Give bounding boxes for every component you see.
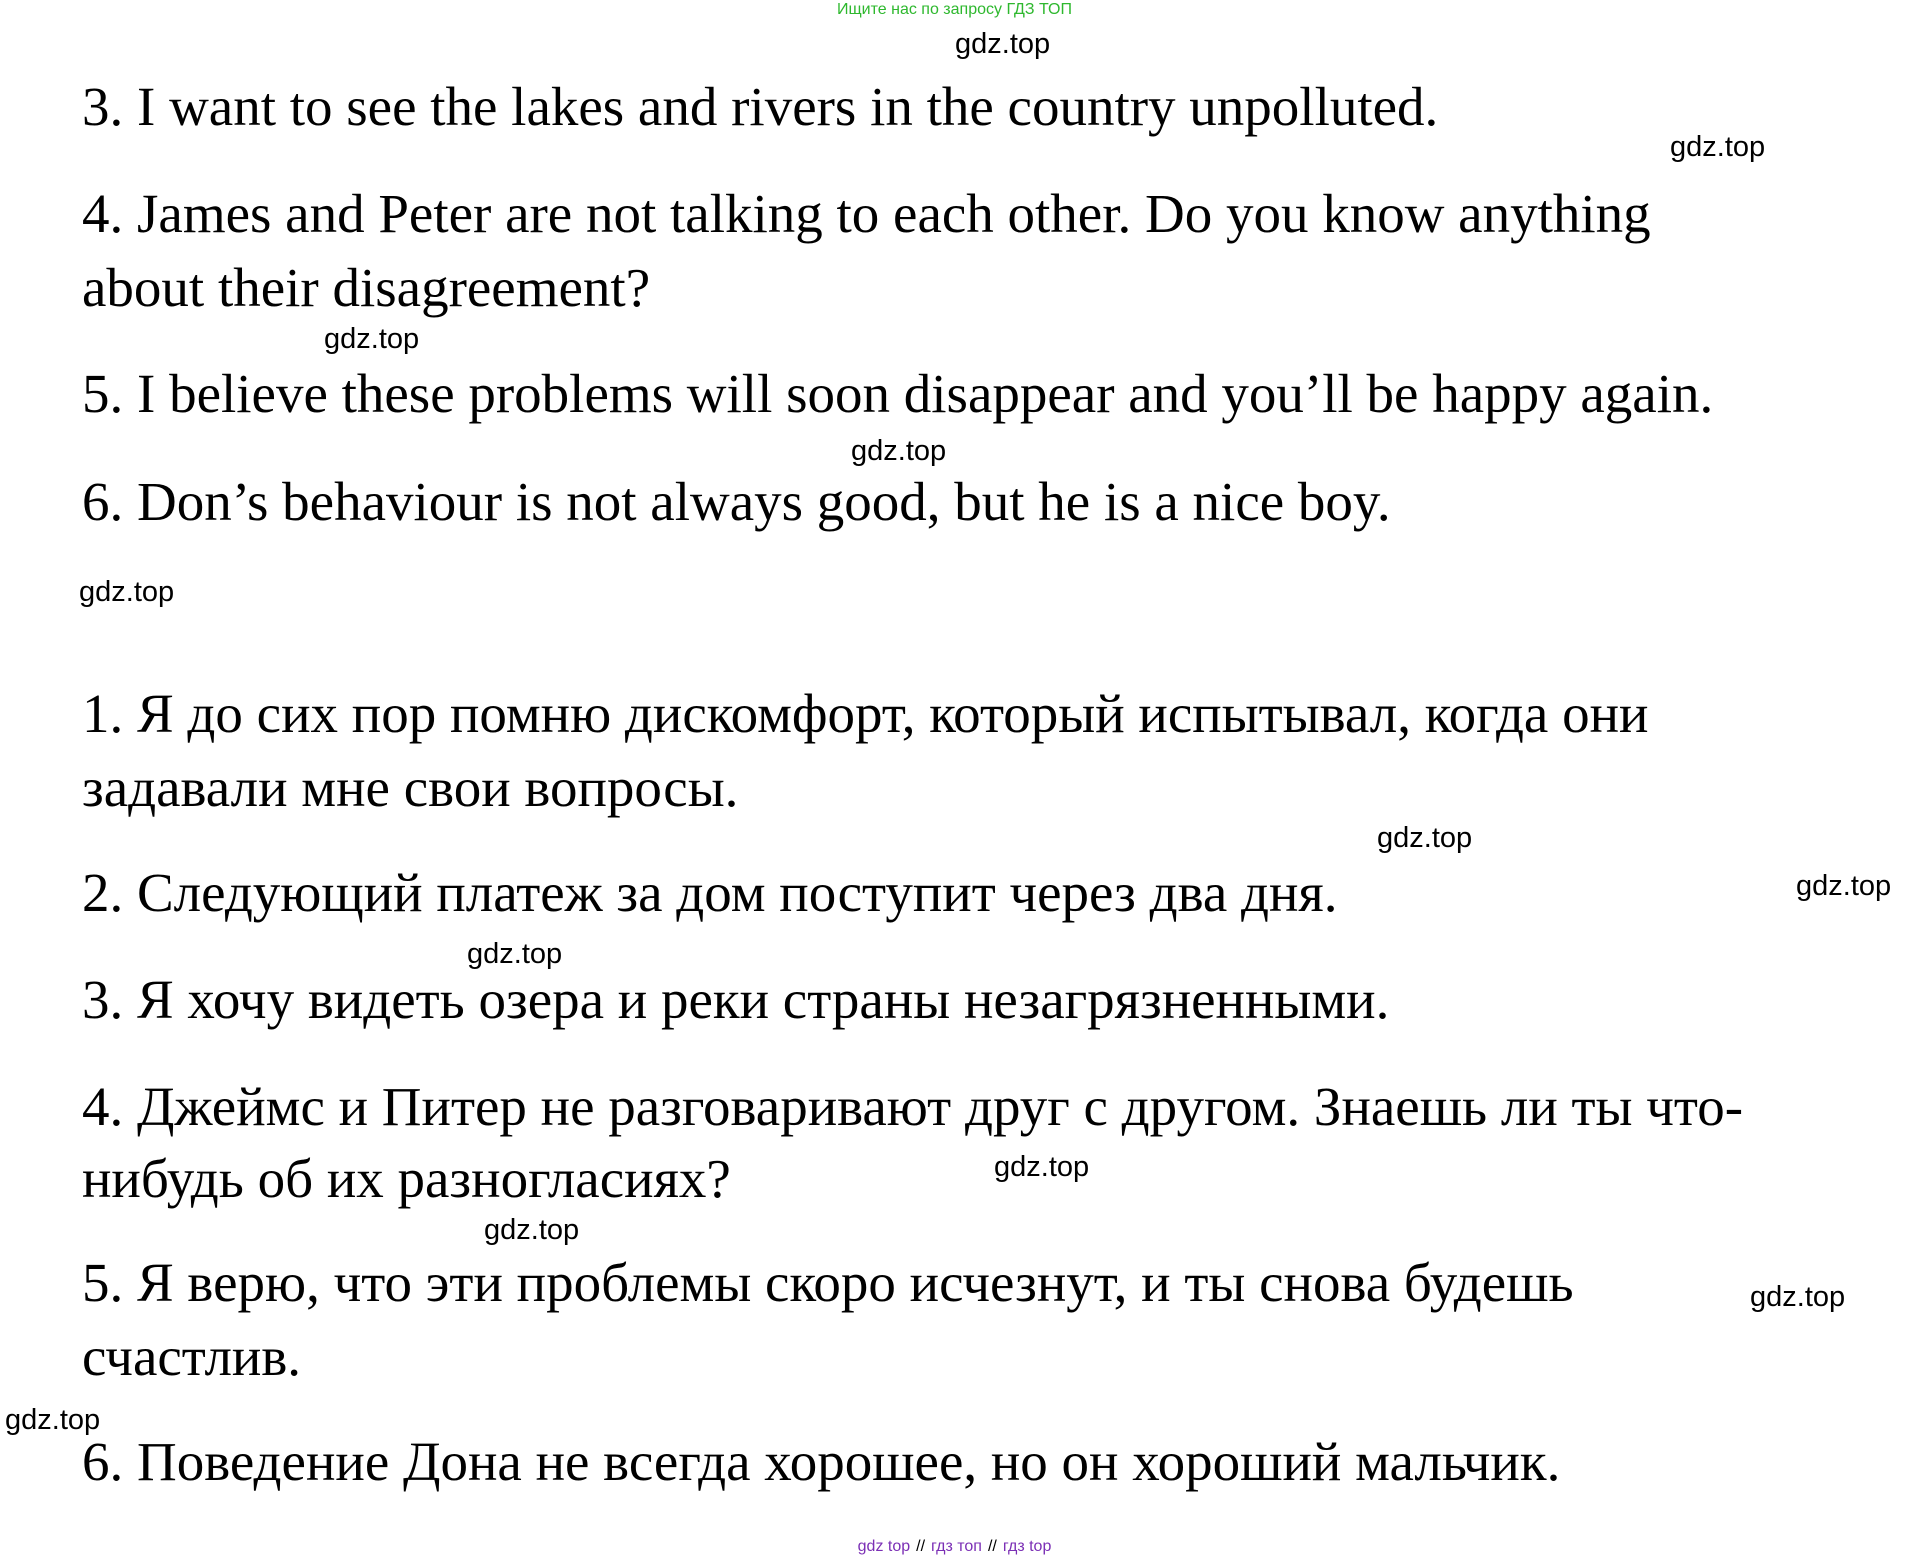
watermark: gdz.top (1796, 870, 1892, 902)
footer-link-1[interactable]: gdz top (857, 1538, 911, 1555)
russian-item-1-line-1: 1. Я до сих пор помню дискомфорт, который испытывал, когда они (82, 683, 1649, 744)
watermark: gdz.top (1377, 822, 1473, 854)
watermark: gdz.top (467, 938, 563, 970)
footer-separator: // (987, 1538, 997, 1555)
english-item-6: 6. Don’s behaviour is not always good, but he is a nice boy. (82, 471, 1391, 532)
russian-item-5-line-1: 5. Я верю, что эти проблемы скоро исчезнут, и ты снова будешь (82, 1252, 1574, 1313)
russian-item-4-line-2: нибудь об их разногласиях? (82, 1148, 731, 1209)
watermark: gdz.top (79, 576, 175, 608)
top-banner (0, 0, 1909, 20)
footer (0, 1537, 1909, 1557)
russian-item-1-line-2: задавали мне свои вопросы. (82, 757, 739, 818)
watermark: gdz.top (5, 1404, 101, 1436)
english-item-5: 5. I believe these problems will soon disappear and you’ll be happy again. (82, 363, 1714, 424)
russian-item-4-line-1: 4. Джеймс и Питер не разговаривают друг с другом. Знаешь ли ты что- (82, 1076, 1744, 1137)
watermark: gdz.top (994, 1151, 1090, 1183)
watermark: gdz.top (324, 323, 420, 355)
english-item-4-line-2: about their disagreement? (82, 257, 651, 318)
watermark: gdz.top (955, 28, 1051, 60)
footer-link-3[interactable]: гдз top (1002, 1538, 1052, 1555)
footer-separator: // (916, 1538, 926, 1555)
watermark: gdz.top (851, 435, 947, 467)
banner-text: Ищите нас по запросу ГДЗ ТОП (837, 1, 1072, 18)
english-item-4-line-1: 4. James and Peter are not talking to each other. Do you know anything (82, 183, 1651, 244)
footer-link-2[interactable]: гдз топ (931, 1538, 982, 1555)
watermark: gdz.top (484, 1214, 580, 1246)
english-item-3: 3. I want to see the lakes and rivers in the country unpolluted. (82, 76, 1439, 137)
russian-item-2: 2. Следующий платеж за дом поступит через два дня. (82, 862, 1338, 923)
russian-item-3: 3. Я хочу видеть озера и реки страны незагрязненными. (82, 969, 1390, 1030)
russian-item-6: 6. Поведение Дона не всегда хорошее, но он хороший мальчик. (82, 1431, 1561, 1492)
watermark: gdz.top (1750, 1281, 1846, 1313)
watermark: gdz.top (1670, 131, 1766, 163)
russian-item-5-line-2: счастлив. (82, 1326, 302, 1387)
